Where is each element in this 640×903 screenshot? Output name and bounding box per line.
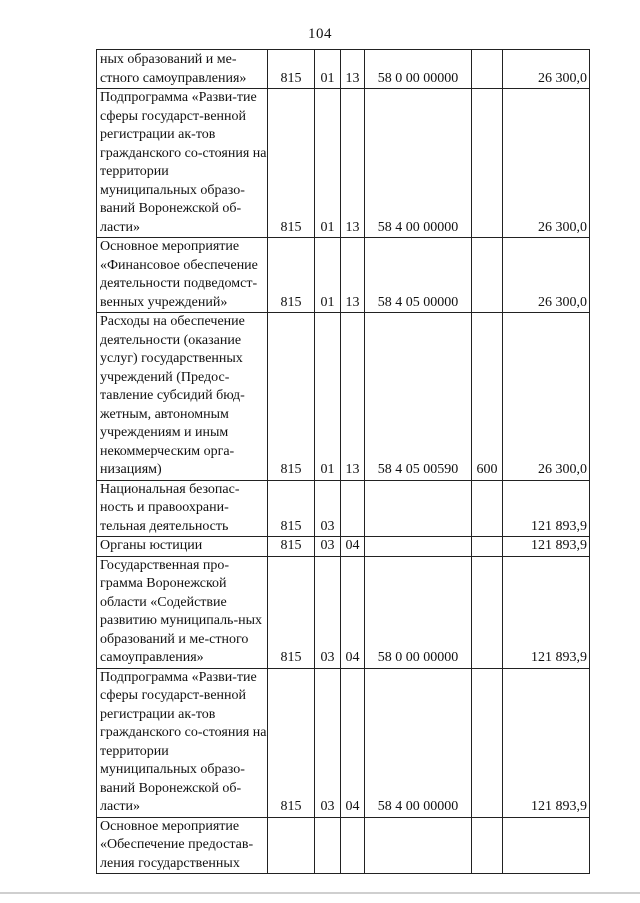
table-row <box>97 313 590 481</box>
cell-pr <box>341 817 365 874</box>
cell-rz: 01 <box>315 89 341 238</box>
cell-grbs: 815 <box>268 238 315 313</box>
cell-vr <box>472 50 503 89</box>
cell-rz <box>315 817 341 874</box>
cell-csr <box>365 480 472 537</box>
table-row <box>97 537 590 557</box>
cell-sum <box>503 817 590 874</box>
cell-csr: 58 0 00 00000 <box>365 50 472 89</box>
scan-edge-divider <box>0 892 640 894</box>
cell-grbs: 815 <box>268 50 315 89</box>
cell-pr: 13 <box>341 238 365 313</box>
cell-sum: 121 893,9 <box>503 537 590 557</box>
cell-sum: 121 893,9 <box>503 480 590 537</box>
cell-pr: 04 <box>341 556 365 668</box>
row-name: Национальная безопас-ность и правоохрани-тельная деятельность <box>97 480 268 537</box>
cell-pr: 13 <box>341 89 365 238</box>
cell-pr: 04 <box>341 537 365 557</box>
cell-csr <box>365 817 472 874</box>
row-name: Основное мероприятие «Обеспечение предостав-ления государственных <box>97 817 268 874</box>
row-name: Расходы на обеспечение деятельности (оказание услуг) государственных учреждений (Предос-тавление субсидий бюд-жетным, автономным учреждениям и иным некоммерческим орга-низациям) <box>97 313 268 481</box>
cell-sum: 26 300,0 <box>503 238 590 313</box>
cell-vr <box>472 668 503 817</box>
cell-pr: 13 <box>341 313 365 481</box>
cell-pr: 13 <box>341 50 365 89</box>
cell-rz: 03 <box>315 480 341 537</box>
cell-vr: 600 <box>472 313 503 481</box>
cell-rz: 01 <box>315 238 341 313</box>
cell-grbs: 815 <box>268 537 315 557</box>
row-name: Основное мероприятие «Финансовое обеспечение деятельности подведомст-венных учреждений» <box>97 238 268 313</box>
cell-rz: 01 <box>315 313 341 481</box>
cell-sum: 121 893,9 <box>503 668 590 817</box>
cell-csr: 58 4 05 00000 <box>365 238 472 313</box>
cell-pr: 04 <box>341 668 365 817</box>
cell-grbs <box>268 817 315 874</box>
cell-grbs: 815 <box>268 313 315 481</box>
cell-csr <box>365 537 472 557</box>
row-name: Подпрограмма «Разви-тие сферы государст-венной регистрации ак-тов гражданского со-стояния на территории муниципальных образо-ваний Воронежской об-ласти» <box>97 668 268 817</box>
cell-sum: 26 300,0 <box>503 89 590 238</box>
cell-csr: 58 4 00 00000 <box>365 668 472 817</box>
cell-rz: 03 <box>315 537 341 557</box>
row-name: Органы юстиции <box>97 537 268 557</box>
row-name: Подпрограмма «Разви-тие сферы государст-венной регистрации ак-тов гражданского со-стояния на территории муниципальных образо-ваний Воронежской об-ласти» <box>97 89 268 238</box>
cell-sum: 26 300,0 <box>503 313 590 481</box>
cell-rz: 03 <box>315 556 341 668</box>
cell-grbs: 815 <box>268 480 315 537</box>
cell-rz: 01 <box>315 50 341 89</box>
cell-csr: 58 0 00 00000 <box>365 556 472 668</box>
cell-vr <box>472 238 503 313</box>
row-name: ных образований и ме-стного самоуправления» <box>97 50 268 89</box>
cell-pr <box>341 480 365 537</box>
table-row <box>97 89 590 238</box>
cell-vr <box>472 480 503 537</box>
table-row <box>97 50 590 89</box>
cell-grbs: 815 <box>268 668 315 817</box>
cell-vr <box>472 556 503 668</box>
cell-grbs: 815 <box>268 556 315 668</box>
table-row <box>97 480 590 537</box>
cell-sum: 121 893,9 <box>503 556 590 668</box>
cell-vr <box>472 89 503 238</box>
table-row <box>97 817 590 874</box>
cell-sum: 26 300,0 <box>503 50 590 89</box>
row-name: Государственная про-грамма Воронежской области «Содействие развитию муниципаль-ных образований и ме-стного самоуправления» <box>97 556 268 668</box>
table-row <box>97 668 590 817</box>
cell-vr <box>472 537 503 557</box>
cell-csr: 58 4 00 00000 <box>365 89 472 238</box>
table-row <box>97 238 590 313</box>
cell-vr <box>472 817 503 874</box>
table-row <box>97 556 590 668</box>
budget-table <box>96 49 590 874</box>
cell-csr: 58 4 05 00590 <box>365 313 472 481</box>
cell-grbs: 815 <box>268 89 315 238</box>
page-number: 104 <box>308 26 332 42</box>
cell-rz: 03 <box>315 668 341 817</box>
